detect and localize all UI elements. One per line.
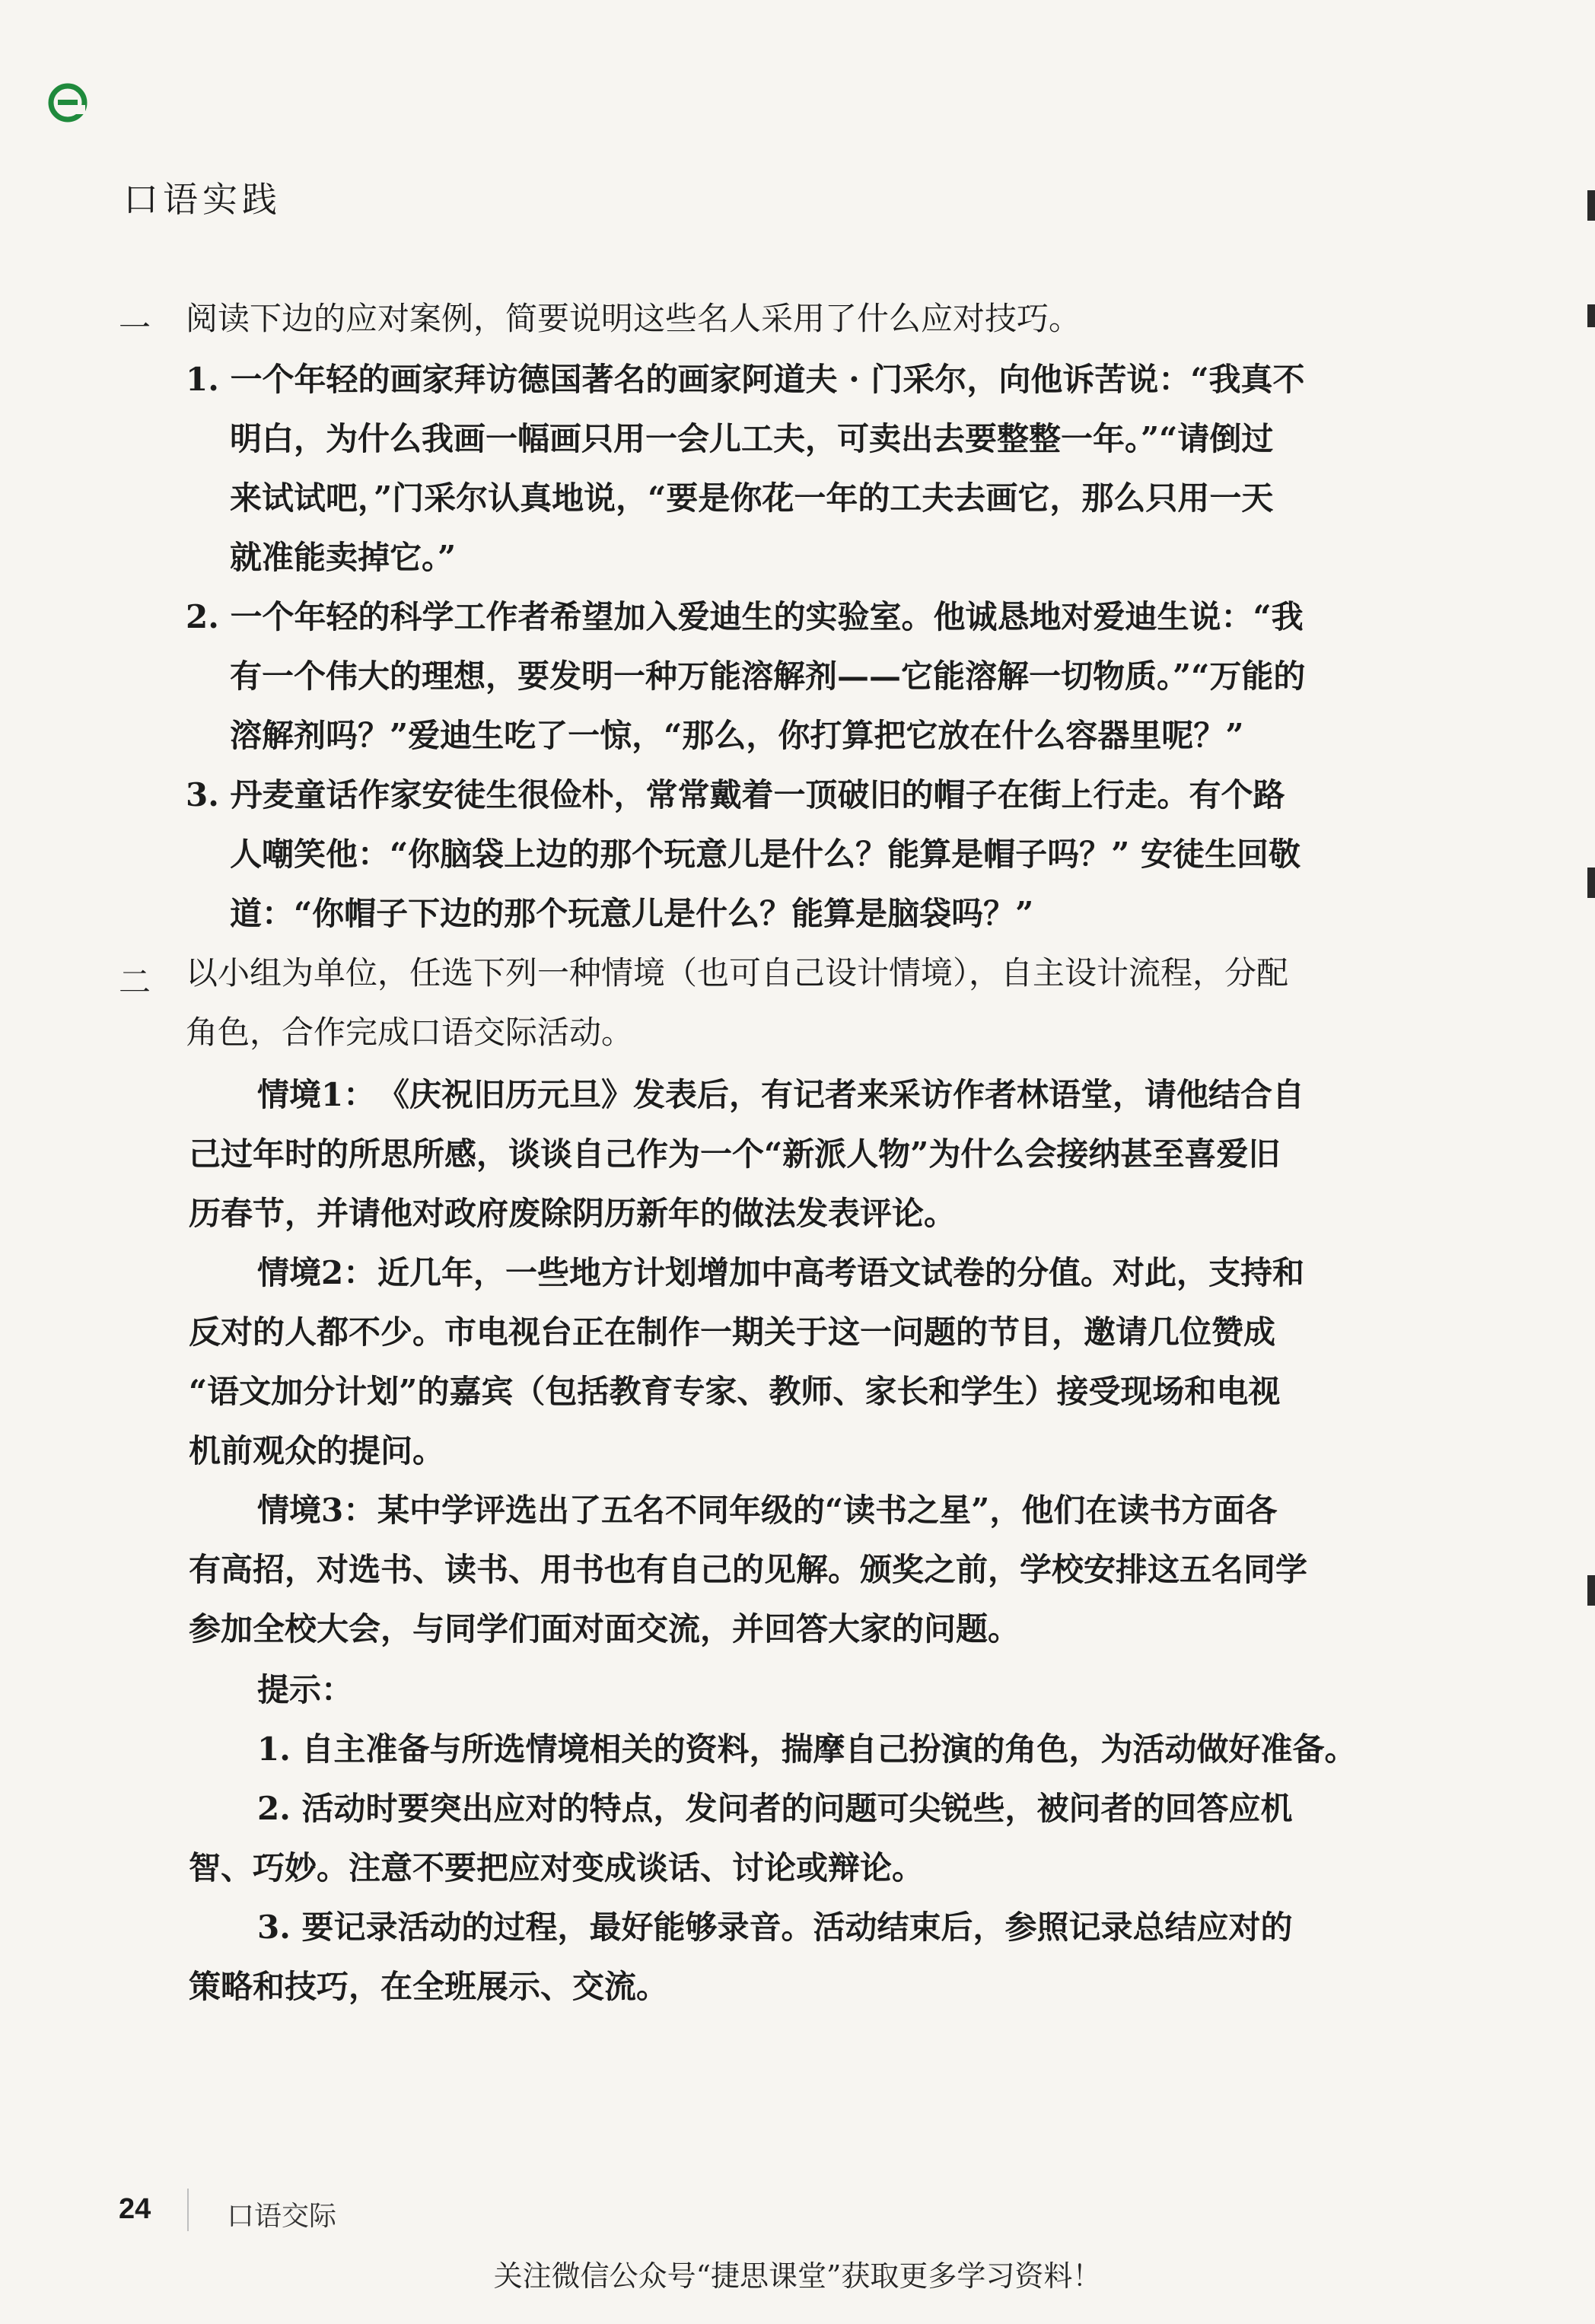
- page-title: 口语实践: [123, 179, 282, 220]
- scenario-1-label: 情境1：: [257, 1076, 376, 1113]
- case-3-line-1: 3. 丹麦童话作家安徒生很俭朴，常常戴着一顶破旧的帽子在街上行走。有个路: [186, 776, 1285, 813]
- case-2-line-1: 2. 一个年轻的科学工作者希望加入爱迪生的实验室。他诚恳地对爱迪生说：“我: [186, 598, 1304, 635]
- section-1-marker: 一: [119, 309, 151, 346]
- scenario-1-line-1: 《庆祝旧历元旦》发表后，有记者来采访作者林语堂，请他结合自: [377, 1076, 1305, 1113]
- scenario-3-line-3: 参加全校大会，与同学们面对面交流，并回答大家的问题。: [189, 1610, 1020, 1647]
- section-2-heading-line-1: 以小组为单位，任选下列一种情境（也可自己设计情境），自主设计流程，分配: [186, 954, 1289, 992]
- scenario-2-line-3: “语文加分计划”的嘉宾（包括教育专家、教师、家长和学生）接受现场和电视: [189, 1373, 1281, 1410]
- scenario-3-label: 情境3：: [257, 1491, 376, 1529]
- section-1-heading: 阅读下边的应对案例，简要说明这些名人采用了什么应对技巧。: [186, 300, 1081, 337]
- e-logo-icon: [47, 82, 88, 123]
- section-2-marker: 二: [119, 963, 151, 1001]
- scenario-2-line-2: 反对的人都不少。市电视台正在制作一期关于这一问题的节目，邀请几位赞成: [189, 1313, 1276, 1351]
- case-3-line-2: 人嘲笑他：“你脑袋上边的那个玩意儿是什么？能算是帽子吗？” 安徒生回敬: [230, 836, 1301, 873]
- footer-divider: [187, 2189, 189, 2231]
- scenario-2-label: 情境2：: [257, 1254, 376, 1291]
- scenario-2-line-4: 机前观众的提问。: [189, 1432, 445, 1469]
- scan-edge-mark: [1587, 190, 1595, 221]
- scenario-2-line-1: 近几年，一些地方计划增加中高考语文试卷的分值。对此，支持和: [377, 1254, 1305, 1291]
- tip-2-line-2: 智、巧妙。注意不要把应对变成谈话、讨论或辩论。: [189, 1849, 925, 1886]
- page-number: 24: [119, 2193, 151, 2225]
- bottom-notice: 关注微信公众号“捷思课堂”获取更多学习资料！: [493, 2259, 1102, 2293]
- case-2-line-2: 有一个伟大的理想，要发明一种万能溶解剂——它能溶解一切物质。”“万能的: [230, 657, 1306, 695]
- footer-section-name: 口语交际: [227, 2200, 337, 2231]
- tip-3-line-2: 策略和技巧，在全班展示、交流。: [189, 1968, 669, 2005]
- case-1-line-2: 明白，为什么我画一幅画只用一会儿工夫，可卖出去要整整一年。”“请倒过: [230, 420, 1274, 457]
- scenario-1-line-3: 历春节，并请他对政府废除阴历新年的做法发表评论。: [189, 1195, 957, 1232]
- scenario-1-line-2: 己过年时的所思所感，谈谈自己作为一个“新派人物”为什么会接纳甚至喜爱旧: [189, 1135, 1281, 1173]
- tip-3-line-1: 3. 要记录活动的过程，最好能够录音。活动结束后，参照记录总结应对的: [257, 1909, 1293, 1946]
- case-3-line-3: 道：“你帽子下边的那个玩意儿是什么？能算是脑袋吗？”: [230, 895, 1034, 932]
- scan-edge-mark: [1587, 304, 1595, 327]
- case-1-line-1: 1. 一个年轻的画家拜访德国著名的画家阿道夫 · 门采尔，向他诉苦说：“我真不: [186, 361, 1305, 398]
- scan-edge-mark: [1587, 1575, 1595, 1606]
- case-1-line-4: 就准能卖掉它。”: [230, 539, 457, 576]
- case-1-line-3: 来试试吧，”门采尔认真地说，“要是你花一年的工夫去画它，那么只用一天: [230, 479, 1274, 517]
- scenario-3-line-2: 有高招，对选书、读书、用书也有自己的见解。颁奖之前，学校安排这五名同学: [189, 1551, 1308, 1588]
- tips-label: 提示：: [257, 1671, 354, 1708]
- scenario-3-line-1: 某中学评选出了五名不同年级的“读书之星”，他们在读书方面各: [377, 1491, 1278, 1529]
- case-2-line-3: 溶解剂吗？”爱迪生吃了一惊，“那么，你打算把它放在什么容器里呢？”: [230, 717, 1244, 754]
- tip-2-line-1: 2. 活动时要突出应对的特点，发问者的问题可尖锐些，被问者的回答应机: [257, 1790, 1293, 1827]
- tip-1-line-1: 1. 自主准备与所选情境相关的资料，揣摩自己扮演的角色，为活动做好准备。: [257, 1730, 1357, 1768]
- scan-edge-mark: [1587, 868, 1595, 898]
- section-2-heading-line-2: 角色，合作完成口语交际活动。: [186, 1014, 634, 1051]
